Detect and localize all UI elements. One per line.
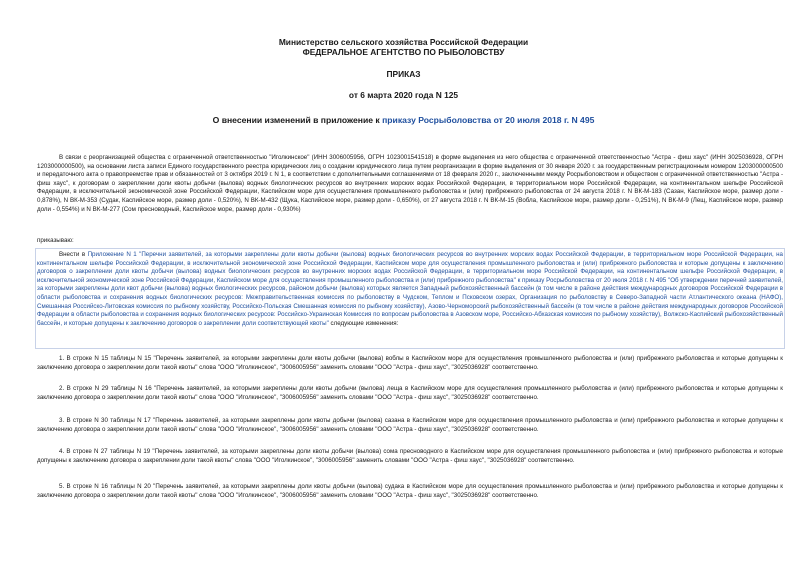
document-date-number: от 6 марта 2020 года N 125 — [348, 90, 459, 100]
title-prefix: О внесении изменений в приложение к — [212, 115, 383, 125]
title-link[interactable]: приказу Росрыболовства от 20 июля 2018 г. N 495 — [382, 115, 595, 125]
list-item: 1. В строке N 15 таблицы N 15 "Перечень заявителей, за которыми закреплены доли квоты добычи (вылова) воблы в Каспийском море для осуществления промышленного рыболовства и (или) прибрежного рыболовства и которые допущены к заключению договора о закреплении доли такой квоты" слова "ООО "Иголкинское", "3006005956" заменить словами "ООО "Астра - фиш хаус", "3025036928" соответственно. — [37, 355, 783, 371]
preamble-paragraph: В связи с реорганизацией общества с ограниченной ответственностью "Иголкинское" (ИНН 3006005956, ОГРН 1023001541518) в форме выделения из него общества с ограниченной ответственностью "Астра - фиш хаус" (ИНН 3025036928, ОГРН 1203000000500), на основании листа записи Единого государственного реестра юридических лиц о создании юридического лица путем реорганизации в форме выделения от 30 января 2020 г. за государственным регистрационным номером 1203000000500 и передаточного акта о правопреемстве прав и обязанностей от 3 октября 2019 г. N 1, в соответствии с дополнительными соглашениями от 18 февраля 2020 г., заключенными между Росрыболовством и обществом с ограниченной ответственностью "Астра - фиш хаус", к договорам о закреплении доли квоты добычи (вылова) водных биологических ресурсов во внутренних морских водах Российской Федерации, в территориальном море Российской Федерации, на континентальном шельфе Российской Федерации, в исключительной экономической зоне Российской Федерации, Каспийском море для осуществления промышленного рыболовства и (или) прибрежного рыболовства от 24 августа 2018 г. N ВК-М-183 (Сазан, Каспийское море, размер доли - 0,878%), N ВК-М-353 (Судак, Каспийское море, размер доли - 0,520%), N ВК-М-432 (Щука, Каспийское море, размер доли - 0,650%), от 27 августа 2018 г. N ВК-М-15 (Вобла, Каспийское море, размер доли - 0,251%), N ВК-М-9 (Лещ, Каспийское море, размер доли - 0,554%) и N ВК-М-277 (Сом пресноводный, Каспийское море, размер доли - 0,930%) — [37, 154, 783, 213]
list-item: 2. В строке N 29 таблицы N 16 "Перечень заявителей, за которыми закреплены доли квоты добычи (вылова) леща в Каспийском море для осуществления промышленного рыболовства и (или) прибрежного рыболовства и которые допущены к заключению договора о закреплении доли такой квоты" слова "ООО "Иголкинское", "3006005956" заменить словами "ООО "Астра - фиш хаус", "3025036928" соответственно. — [37, 385, 783, 401]
main-paragraph-suffix: следующие изменения: — [328, 319, 399, 327]
list-item: 3. В строке N 30 таблицы N 17 "Перечень заявителей, за которыми закреплены доли квоты добычи (вылова) сазана в Каспийском море для осуществления промышленного рыболовства и (или) прибрежного рыболовства и которые допущены к заключению договора о закреплении доли такой квоты" слова "ООО "Иголкинское", "3006005956" заменить словами "ООО "Астра - фиш хаус", "3025036928" соответственно. — [37, 417, 783, 433]
ministry-heading: Министерство сельского хозяйства Российской Федерации — [278, 37, 529, 47]
main-paragraph-prefix: Внести в — [59, 251, 88, 258]
document-type: ПРИКАЗ — [386, 69, 421, 79]
list-item: 4. В строке N 27 таблицы N 19 "Перечень заявителей, за которыми закреплены доли квоты добычи (вылова) сома пресноводного в Каспийском море для осуществления промышленного рыболовства и (или) прибрежного рыболовства и которые допущены к заключению договора о закреплении доли такой квоты" слова "ООО "Иголкинское", "3006005956" заменить словами "ООО "Астра - фиш хаус", "3025036928" соответственно. — [37, 448, 783, 464]
list-item: 5. В строке N 16 таблицы N 20 "Перечень заявителей, за которыми закреплены доли квоты добычи (вылова) судака в Каспийском море для осуществления промышленного рыболовства и (или) прибрежного рыболовства и которые допущены к заключению договора о закреплении доли такой квоты" слова "ООО "Иголкинское", "3006005956" заменить словами "ООО "Астра - фиш хаус", "3025036928" соответственно. — [37, 483, 783, 499]
document-title — [0, 115, 807, 125]
appendix-link[interactable]: Приложение N 1 "Перечни заявителей, за которыми закреплены доли квоты добычи (вылова) водных биологических ресурсов во внутренних морских водах Российской Федерации, в территориальном море Российской Федерации, на континентальном шельфе Российской Федерации, в исключительной экономической зоне Российской Федерации, Каспийском море для осуществления промышленного рыболовства и (или) прибрежного рыболовства и которые допущены к заключению договоров о закреплении доли квоты добычи (вылова) водных биологических ресурсов во внутренних морских водах Российской Федерации, в территориальном море Российской Федерации, на континентальном шельфе Российской Федерации, в исключительной экономической зоне Российской Федерации, Каспийском море для осуществления промышленного рыболовства и (или) прибрежного рыболовства" к приказу Росрыболовства от 20 июля 2018 г. N 495 "Об утверждении перечней заявителей, за которыми закреплены доли квот добычи (вылова) водных биологических ресурсов, районом добычи (вылова) которых является Западный рыбохозяйственный бассейн (в том числе в районе действия международных договоров Российской Федерации в области рыболовства и сохранения водных биологических ресурсов: Межправительственная комиссия по рыболовству в Чудском, Теплом и Псковском озерах, Организация по рыболовству в Северо-Западной части Атлантического океана (НАФО), Смешанная Российско-Литовская комиссия по рыбному хозяйству, Российско-Польская Смешанная комиссия по рыбному хозяйству), Азово-Черноморский рыбохозяйственный бассейн (в том числе в районе действия международных договоров Российской Федерации в области рыболовства и сохранения водных биологических ресурсов: Российско-Украинская Комиссия по вопросам рыболовства в Азовском море, Российско-Абхазская комиссия по рыбному хозяйству), Волжско-Каспийский рыбохозяйственный бассейн, и которые допущены к заключению договоров о закреплении доли соответствующей квоты" — [37, 251, 783, 327]
order-word: приказываю: — [37, 237, 74, 244]
main-paragraph — [37, 251, 783, 328]
agency-heading: ФЕДЕРАЛЬНОЕ АГЕНТСТВО ПО РЫБОЛОВСТВУ — [302, 47, 505, 57]
